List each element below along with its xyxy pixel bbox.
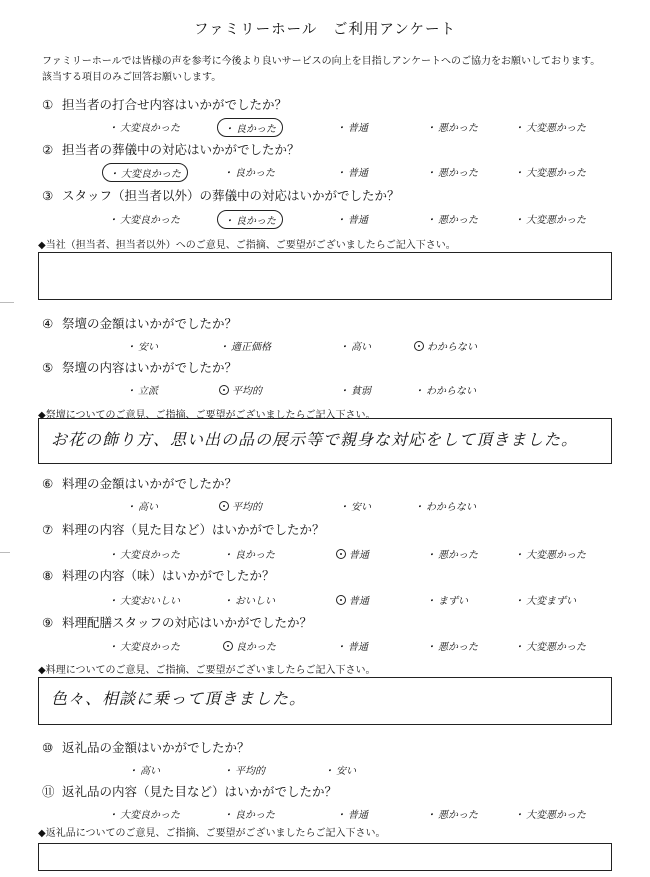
comment-box[interactable] [38,418,612,464]
question-text: 担当者の葬儀中の対応はいかがでしたか？ [62,142,300,157]
bullet-icon: ・ [514,596,524,607]
bullet-icon: ・ [514,550,524,561]
option-label: 大変まずい [526,596,576,607]
option-label: 大変悪かった [526,123,586,134]
question-text: スタッフ（担当者以外）の葬儀中の対応はいかがでしたか？ [62,188,400,203]
options-row [0,805,650,823]
bullet-icon: ・ [108,550,118,561]
bullet-icon: ・ [223,168,233,179]
option-label: 大変悪かった [526,642,586,653]
option-label: わからない [426,502,476,513]
question-number: ⑩ [42,740,54,755]
option-selected[interactable] [102,163,188,182]
option-choice[interactable] [508,637,592,654]
question-10 [42,738,250,756]
option-choice[interactable] [333,381,377,398]
selected-mark-icon [336,595,346,605]
option-choice[interactable] [330,637,374,654]
option-choice[interactable] [420,210,484,227]
question-number: ⑨ [42,615,54,630]
option-choice[interactable] [420,637,484,654]
question-number: ⑥ [42,476,54,491]
bullet-icon: ・ [324,766,334,777]
option-choice[interactable] [217,805,281,822]
handwritten-comment: お花の飾り方、思い出の品の展示等で親身な対応をして頂きました。 [51,430,579,449]
option-choice[interactable] [420,545,484,562]
option-choice[interactable] [408,381,482,398]
selected-mark-icon [223,641,233,651]
option-label: 大変良かった [120,810,180,821]
bullet-icon: ・ [336,123,346,134]
option-choice[interactable] [333,497,377,514]
bullet-icon: ・ [223,766,233,777]
options-row [0,497,650,515]
bullet-icon: ・ [336,642,346,653]
option-label: 悪かった [438,215,478,226]
question-number: ③ [42,188,54,203]
option-selected[interactable] [330,545,375,562]
bullet-icon: ・ [224,216,234,227]
option-choice[interactable] [217,163,281,180]
bullet-icon: ・ [426,810,436,821]
option-label: 良かった [235,810,275,821]
comment-prompt: ◆料理についてのご意見、ご指摘、ご要望がございましたらご記入下さい。 [38,665,376,676]
bullet-icon: ・ [126,502,136,513]
bullet-icon: ・ [339,342,349,353]
option-choice[interactable] [120,337,164,354]
option-choice[interactable] [508,805,592,822]
option-selected[interactable] [330,591,375,608]
question-2 [42,140,300,158]
scan-mark [0,302,14,303]
handwritten-comment: 色々、相談に乗って頂きました。 [51,689,307,708]
question-text: 返礼品の金額はいかがでしたか？ [62,740,250,755]
question-number: ④ [42,316,54,331]
option-choice[interactable] [420,591,474,608]
bullet-icon: ・ [426,168,436,179]
bullet-icon: ・ [108,123,118,134]
bullet-icon: ・ [126,342,136,353]
question-text: 担当者の打合せ内容はいかがでしたか？ [62,97,288,112]
question-number: ⑧ [42,568,54,583]
option-label: 大変良かった [120,550,180,561]
option-label: 大変悪かった [526,810,586,821]
option-label: まずい [438,596,468,607]
bullet-icon: ・ [339,502,349,513]
option-label: 普通 [348,168,368,179]
option-label: 大変悪かった [526,215,586,226]
bullet-icon: ・ [128,766,138,777]
option-selected[interactable] [217,637,282,654]
question-text: 料理の金額はいかがでしたか？ [62,476,238,491]
bullet-icon: ・ [223,596,233,607]
comment-box[interactable] [38,843,612,871]
question-number: ⑤ [42,360,54,375]
option-label: 大変悪かった [526,550,586,561]
bullet-icon: ・ [108,810,118,821]
option-label: わからない [427,342,477,353]
option-label: 良かった [236,642,276,653]
option-label: 大変良かった [121,169,181,180]
option-selected[interactable] [408,337,483,354]
option-label: 普通 [349,596,369,607]
option-choice[interactable] [102,118,186,135]
option-label: 悪かった [438,168,478,179]
option-choice[interactable] [330,805,374,822]
comment-box[interactable] [38,252,612,300]
bullet-icon: ・ [126,386,136,397]
selected-mark-icon [414,341,424,351]
intro-line-2: 該当する項目のみご回答お願いします。 [42,72,222,83]
bullet-icon: ・ [223,550,233,561]
option-choice[interactable] [213,337,277,354]
option-label: 悪かった [438,810,478,821]
options-row [0,545,650,563]
option-choice[interactable] [217,591,281,608]
bullet-icon: ・ [336,215,346,226]
options-row [0,591,650,609]
option-choice[interactable] [420,805,484,822]
comment-box[interactable] [38,677,612,725]
question-9 [42,613,312,631]
option-label: 立派 [138,386,158,397]
options-row [0,637,650,655]
option-label: わからない [426,386,476,397]
question-text: 料理の内容（味）はいかがでしたか？ [62,568,275,583]
option-choice[interactable] [120,381,164,398]
option-choice[interactable] [508,210,592,227]
bullet-icon: ・ [108,215,118,226]
options-row [0,118,650,136]
option-label: 安い [336,766,356,777]
bullet-icon: ・ [426,123,436,134]
option-label: 普通 [348,123,368,134]
bullet-icon: ・ [514,642,524,653]
option-label: 悪かった [438,642,478,653]
question-text: 祭壇の内容はいかがでしたか？ [62,360,238,375]
bullet-icon: ・ [219,342,229,353]
option-label: 貧弱 [351,386,371,397]
option-choice[interactable] [508,118,592,135]
option-label: 大変悪かった [526,168,586,179]
option-selected[interactable] [217,210,283,229]
option-selected[interactable] [213,381,268,398]
option-choice[interactable] [102,637,186,654]
bullet-icon: ・ [224,124,234,135]
option-label: 安い [351,502,371,513]
option-label: 普通 [349,550,369,561]
option-choice[interactable] [508,591,582,608]
options-row [0,337,650,355]
selected-mark-icon [219,501,229,511]
bullet-icon: ・ [223,810,233,821]
option-label: 普通 [348,215,368,226]
bullet-icon: ・ [514,215,524,226]
form-title: ファミリーホール ご利用アンケート [193,22,457,38]
question-number: ⑦ [42,522,54,537]
option-label: 良かった [236,124,276,135]
question-7 [42,520,325,538]
question-11 [42,782,337,800]
options-row [0,761,650,779]
option-label: 高い [140,766,160,777]
options-row [0,210,650,228]
bullet-icon: ・ [414,386,424,397]
bullet-icon: ・ [108,642,118,653]
option-choice[interactable] [420,163,484,180]
option-selected[interactable] [217,118,283,137]
option-choice[interactable] [420,118,484,135]
question-number: ② [42,142,54,157]
selected-mark-icon [336,549,346,559]
bullet-icon: ・ [426,642,436,653]
option-label: 平均的 [232,386,262,397]
option-label: 平均的 [232,502,262,513]
bullet-icon: ・ [426,550,436,561]
option-label: 高い [351,342,371,353]
option-choice[interactable] [102,805,186,822]
option-label: 高い [138,502,158,513]
question-text: 料理配膳スタッフの対応はいかがでしたか？ [62,615,313,630]
comment-prompt: ◆祭壇についてのご意見、ご指摘、ご要望がございましたらご記入下さい。 [38,410,376,421]
bullet-icon: ・ [514,168,524,179]
option-label: 安い [138,342,158,353]
comment-prompt: ◆返礼品についてのご意見、ご指摘、ご要望がございましたらご記入下さい。 [38,828,386,839]
question-6 [42,474,237,492]
option-label: 悪かった [438,550,478,561]
option-label: 良かった [236,216,276,227]
intro-line-1: ファミリーホールでは皆様の声を参考に今後より良いサービスの向上を目指しアンケートへのご協力をお願いしております。 [42,56,601,67]
bullet-icon: ・ [426,596,436,607]
intro-text [42,54,622,86]
option-label: 悪かった [438,123,478,134]
option-selected[interactable] [213,497,268,514]
option-label: 大変良かった [120,215,180,226]
bullet-icon: ・ [336,168,346,179]
option-label: 大変良かった [120,123,180,134]
question-number: ⑪ [42,784,55,799]
option-label: 大変良かった [120,642,180,653]
option-label: 良かった [235,168,275,179]
question-text: 祭壇の金額はいかがでしたか？ [62,316,238,331]
option-choice[interactable] [330,163,374,180]
question-1 [42,95,287,113]
bullet-icon: ・ [414,502,424,513]
option-label: 大変おいしい [120,596,180,607]
option-choice[interactable] [318,761,362,778]
scan-mark [0,552,10,553]
option-label: 良かった [235,550,275,561]
question-8 [42,566,275,584]
question-4 [42,314,237,332]
bullet-icon: ・ [426,215,436,226]
option-choice[interactable] [508,545,592,562]
question-3 [42,186,400,204]
bullet-icon: ・ [514,810,524,821]
option-choice[interactable] [330,210,374,227]
option-choice[interactable] [122,761,166,778]
option-choice[interactable] [102,591,186,608]
option-choice[interactable] [102,545,186,562]
bullet-icon: ・ [108,596,118,607]
comment-prompt: ◆当社（担当者、担当者以外）へのご意見、ご指摘、ご要望がございましたらご記入下さい。 [38,240,456,251]
option-label: 適正価格 [231,342,271,353]
option-label: 普通 [348,642,368,653]
option-choice[interactable] [217,761,271,778]
options-row [0,381,650,399]
question-text: 料理の内容（見た目など）はいかがでしたか？ [62,522,325,537]
option-choice[interactable] [217,545,281,562]
question-number: ① [42,97,54,112]
option-choice[interactable] [102,210,186,227]
options-row [0,163,650,181]
option-choice[interactable] [333,337,377,354]
option-label: おいしい [235,596,275,607]
option-choice[interactable] [508,163,592,180]
question-text: 返礼品の内容（見た目など）はいかがでしたか？ [62,784,338,799]
question-5 [42,358,237,376]
bullet-icon: ・ [339,386,349,397]
option-label: 普通 [348,810,368,821]
option-choice[interactable] [408,497,482,514]
bullet-icon: ・ [336,810,346,821]
option-label: 平均的 [235,766,265,777]
selected-mark-icon [219,385,229,395]
option-choice[interactable] [120,497,164,514]
bullet-icon: ・ [109,169,119,180]
option-choice[interactable] [330,118,374,135]
bullet-icon: ・ [514,123,524,134]
